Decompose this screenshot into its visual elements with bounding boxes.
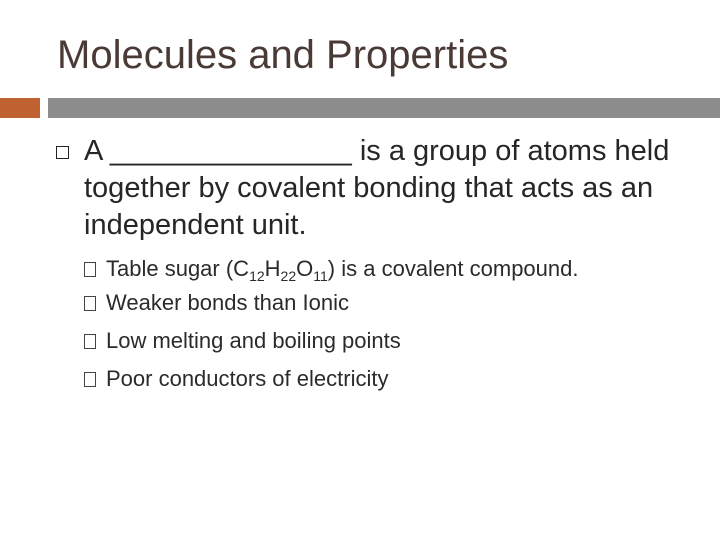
main-bullet-text (84, 133, 704, 244)
checkbox-glyph-icon (84, 334, 96, 349)
accent-bar (0, 98, 40, 118)
slide-title: Molecules and Properties (57, 33, 509, 77)
checkbox-glyph-icon (84, 262, 96, 277)
sub-bullet-weaker-bonds: Weaker bonds than Ionic (84, 290, 349, 316)
main-bullet-rest: is a group of atoms held together by covalent bonding that acts as an independent unit. (84, 135, 670, 241)
checkbox-glyph-icon (84, 296, 96, 311)
sub-bullet-poor-conductors: Poor conductors of electricity (84, 366, 388, 392)
fill-in-blank: _______________ (109, 135, 352, 167)
square-bullet-icon (56, 146, 69, 159)
title-divider-bar (48, 98, 720, 118)
main-bullet-prefix: A (84, 135, 102, 167)
sub-bullet-sugar: Table sugar $(C_{12}H_{22}O_{11})$ is a covalent compound. (84, 256, 579, 282)
checkbox-glyph-icon (84, 372, 96, 387)
sub-bullet-low-melting: Low melting and boiling points (84, 328, 401, 354)
